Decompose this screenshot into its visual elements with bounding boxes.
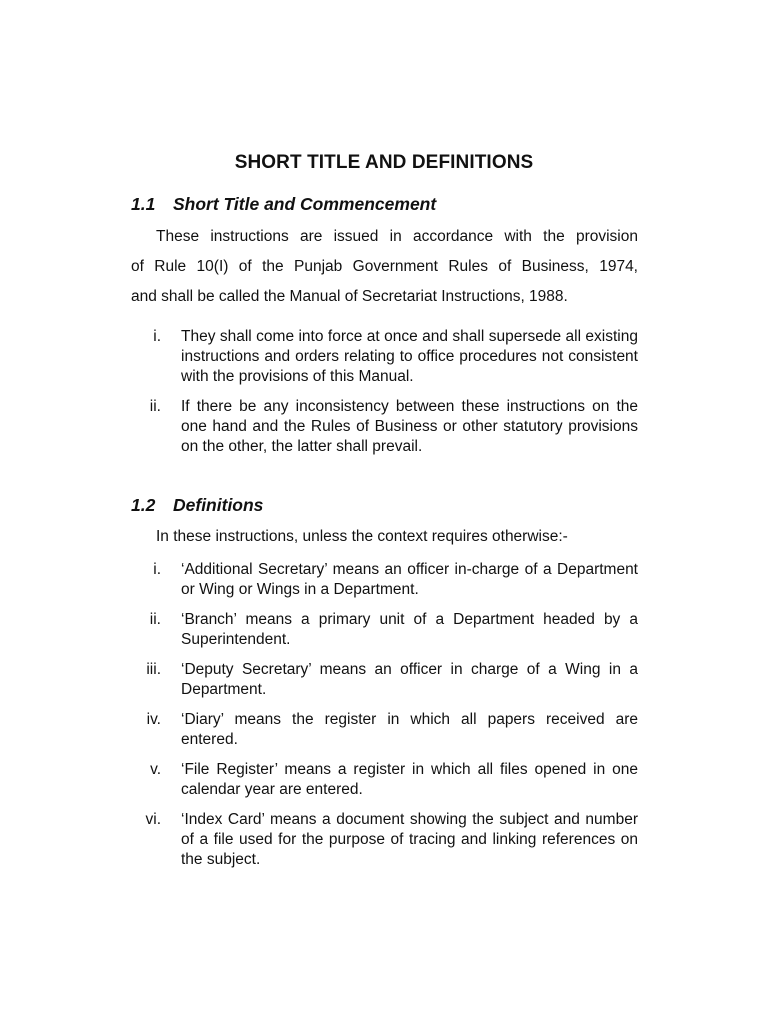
section-title: Definitions (173, 495, 264, 515)
definitions-intro: In these instructions, unless the context requires otherwise:- (156, 528, 568, 545)
paragraph-line: and shall be called the Manual of Secretariat Instructions, 1988. (131, 288, 568, 305)
list-marker: i. (153, 328, 161, 345)
paragraph-line: of Rule 10(I) of the Punjab Government Rules of Business, 1974, (131, 258, 638, 275)
section-1-1-intro-paragraph (131, 222, 638, 312)
definition-text: ‘Index Card’ means a document showing the subject and number of a file used for the purpose of tracing and linking references on the subject. (181, 811, 638, 868)
definition-text: ‘File Register’ means a register in which all files opened in one calendar year are entered. (181, 761, 638, 798)
definitions-list (131, 560, 638, 880)
definition-item (131, 660, 638, 700)
list-marker: iii. (146, 661, 161, 678)
list-item (131, 327, 638, 387)
list-marker: iv. (146, 711, 161, 728)
definition-text: ‘Additional Secretary’ means an officer in-charge of a Department or Wing or Wings in a Department. (181, 561, 638, 598)
definition-item (131, 710, 638, 750)
section-title: Short Title and Commencement (173, 194, 437, 214)
list-item-text: If there be any inconsistency between these instructions on the one hand and the Rules of Business or other statutory provisions on the other, the latter shall prevail. (181, 398, 638, 455)
paragraph-line: These instructions are issued in accordance with the provision (156, 228, 638, 245)
definition-item (131, 760, 638, 800)
definition-item (131, 610, 638, 650)
section-number: 1.1 (131, 194, 156, 214)
definition-text: ‘Deputy Secretary’ means an officer in charge of a Wing in a Department. (181, 661, 638, 698)
section-heading-1-2 (131, 495, 263, 516)
list-marker: v. (150, 761, 161, 778)
document-title: SHORT TITLE AND DEFINITIONS (234, 152, 534, 173)
list-marker: ii. (149, 611, 161, 628)
definition-text: ‘Diary’ means the register in which all papers received are entered. (181, 711, 638, 748)
list-item (131, 397, 638, 457)
list-item-text: They shall come into force at once and shall supersede all existing instructions and orders relating to office procedures not consistent with the provisions of this Manual. (181, 328, 638, 385)
definition-item (131, 560, 638, 600)
section-1-1-list (131, 327, 638, 467)
definition-text: ‘Branch’ means a primary unit of a Department headed by a Superintendent. (181, 611, 638, 648)
list-marker: vi. (145, 811, 161, 828)
section-heading-1-1 (131, 194, 436, 215)
section-number: 1.2 (131, 495, 156, 515)
list-marker: i. (153, 561, 161, 578)
definition-item (131, 810, 638, 870)
list-marker: ii. (149, 398, 161, 415)
